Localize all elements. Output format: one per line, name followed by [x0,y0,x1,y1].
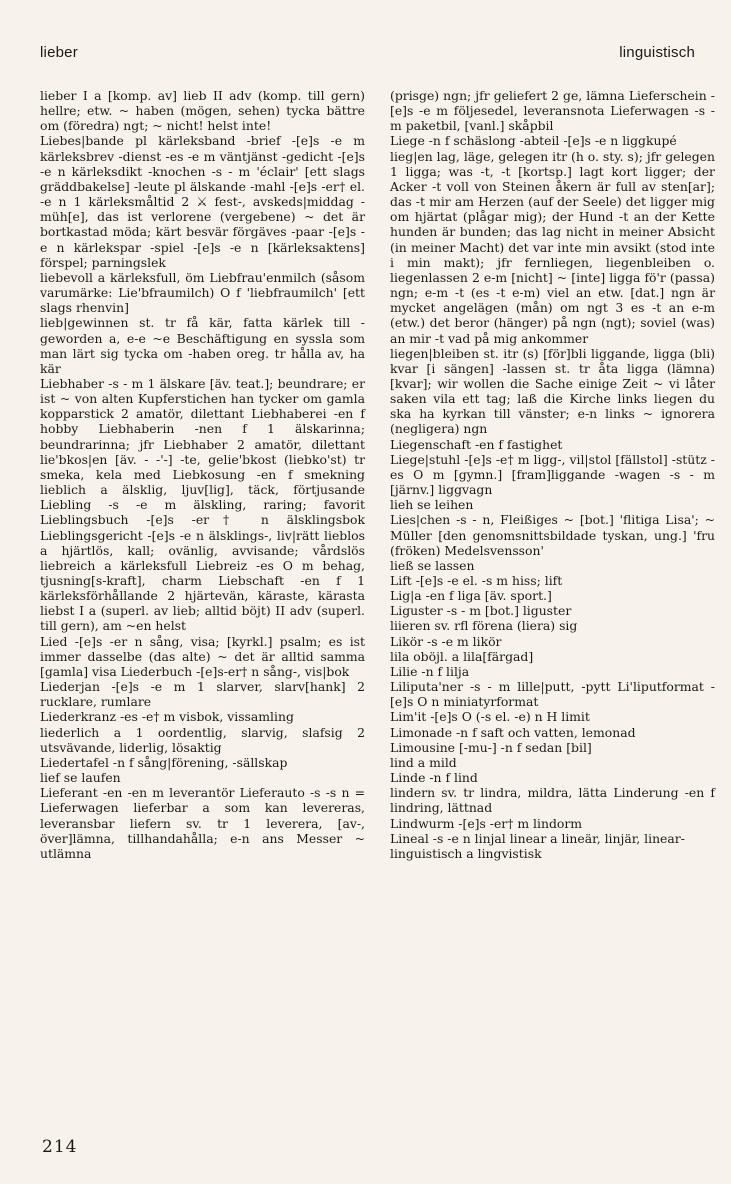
entry-lila: lila oböjl. a lila[färgad] [390,648,534,664]
running-head-left: lieber [40,44,78,61]
left-column [40,88,365,861]
entry-liederjan: Liederjan -[e]s -e m 1 slarver, slarv[hank] 2 rucklare, rumlare [40,679,365,710]
entry-liguster: Liguster -s - m [bot.] liguster [390,603,572,619]
entry-lind: lind a mild [390,754,457,770]
entry-likoer: Likör -s -e m likör [390,633,502,649]
entry-liga: Lig|a -en f liga [äv. sport.] [390,588,552,604]
entry-liege: Liege -n f schäslong -abteil -[e]s -e n liggkupé [390,133,677,149]
entry-liederlich: liederlich a 1 oordentlig, slarvig, slafsig 2 utsvävande, liderlig, lösaktig [40,724,365,755]
right-column [390,88,715,861]
entry-lief: lief se laufen [40,770,121,786]
entry-liedertafel: Liedertafel -n f sång|förening, -sällskap [40,754,288,770]
entry-lindern: lindern sv. tr lindra, mildra, lätta Linderung -en f lindring, lättnad [390,785,715,816]
entry-lift: Lift -[e]s -e el. -s m hiss; lift [390,573,563,588]
entry-lieber: lieber I a [komp. av] lieb II adv (komp. till gern) hellre; etw. ~ haben (mögen, sehen) tycka bättre om (föredra) ngt; ~ nicht! helst inte! [40,88,365,134]
entry-liegenschaft: Liegenschaft -en f fastighet [390,436,563,452]
page-number: 214 [42,1137,78,1157]
entry-liegenbleiben: liegen|bleiben st. itr (s) [för]bli liggande, ligga (bli) kvar [i sängen] -lassen st. tr åta ligga (lämna) [kvar]; wir wollen die Sache einige Zeit ~ vi låter saken vila ett tag; laß die Kirche links liegen du ska ha kyrkan till vänster; e-n links ~ ignorera (negligera) ngn [390,345,715,437]
entry-liliputaner: Liliputa'ner -s - m lille|putt, -pytt Li'liputformat -[e]s O n miniatyrformat [390,679,715,710]
entry-lindwurm: Lindwurm -[e]s -er† m lindorm [390,815,583,831]
entry-liegen: lieg|en lag, läge, gelegen itr (h o. sty. s); jfr gelegen 1 ligga; was -t, -t [kortsp.] lagt kort ligger; der Acker -t voll von Steinen åkern är full av sten[ar]; das -t mir am Herzen (auf der Seele) det ligger mig om hjärtat (plågar mig); der Hund -t an der Kette hunden är bunden; das lag nicht in meiner Absicht (in meiner Macht) det var inte min avsikt (stod inte i min makt); jfr fernliegen, liegenbleiben o. liegenlassen 2 e-m [nicht] ~ [inte] ligga fö'r (passa) ngn; e-m -t (es -t e-m) viel an etw. [dat.] ngn är mycket angelägen (mån) om ngt 3 es -t an e-m (etw.) det beror (hänger) på ngn (ngt); soviel (was) an mir -t vad på mig ankommer [390,148,715,346]
entry-liederkranz: Liederkranz -es -e† m visbok, vissamling [40,709,294,725]
entry-liess: ließ se lassen [390,557,475,573]
entry-linde: Linde -n f lind [390,770,478,786]
entry-liebevoll: liebevoll a kärleksfull, öm Liebfrau'enmilch (såsom varumärke: Lie'bfraumilch) O f 'liebfraumilch' [ett slags rhenvin] [40,269,365,316]
entry-linguistisch: linguistisch a lingvistisk [390,845,542,861]
entry-limousine: Limousine [-mu-] -n f sedan [bil] [390,739,592,755]
running-head-right: linguistisch [619,44,695,61]
entry-liebhaber: Liebhaber -s - m 1 älskare [äv. teat.]; beundrare; er ist ~ von alten Kupferstichen han tycker om gamla kopparstick 2 amatör, dilettant Liebhaberei -en f hobby Liebhaberin -nen f 1 älskarinna; beundrarinna; jfr Liebhaber 2 amatör, dilettant lie'bkos|en [äv. - -'-] -te, gelie'bkost (liebko'st) tr smeka, kela med Liebkosung -en f smekning lieblich a älsklig, ljuv[lig], täck, förtjusande Liebling -s -e m älskling, raring; favorit Lieblingsbuch -[e]s -er† n älsklingsbok Lieblingsgericht -[e]s -e n älsklings-, liv|rätt lieblos a hjärtlös, kall; ovänlig, avvisande; vårdslös liebreich a kärleksfull Liebreiz -es O m behag, tjusning[s-kraft], charm Liebschaft -en f 1 kärleksförhållande 2 hjärtevän, käraste, kärastа liebst I a (superl. av lieb; alltid böjt) II adv (superl. till gern), am ~en helst [40,375,365,634]
entry-liebesbande: Liebes|bande pl kärleksband -brief -[e]s -e m kärleksbrev -dienst -es -e m väntjänst -gedicht -[e]s -e n kärleksdikt -knochen -s - m 'éclair' [ett slags gräddbakelse] -leute pl älskande -mahl -[e]s -er† el. -e n 1 kärleksmåltid 2 ⚔ fest-, avskeds|middag -müh[e], das ist verlorene (vergebene) ~ det är bortkastad möda; kärt besvär förgäves -paar -[e]s -e n kärlekspar -spiel -[e]s -e n [kärleksaktens] förspel; parningslek [40,133,365,270]
entry-lieferant: Lieferant -en -en m leverantör Lieferauto -s -s n = Lieferwagen lieferbar a som kan levereras, leveransbar liefern sv. tr 1 leverera, [av-, över]lämna, tillhandahålla; e-n ans Messer ~ utlämna [40,785,365,861]
entry-prisge-cont: (prisge) ngn; jfr geliefert 2 ge, lämna Lieferschein -[e]s -e m följesedel, leveransnota Lieferwagen -s - m paketbil, [vanl.] skåpbil [390,88,715,134]
entry-liebgewinnen: lieb|gewinnen st. tr få kär, fatta kärlek till -geworden a, e-e ~e Beschäftigung en syssla som man lärt sig tycka om -haben oreg. tr hålla av, ha kär [40,315,365,376]
entry-liegestuhl: Liege|stuhl -[e]s -e† m ligg-, vil|stol [fällstol] -stütz -es O m [gymn.] [fram]liggande -wagen -s - m [järnv.] liggvagn [390,451,715,498]
entry-lied: Lied -[e]s -er n sång, visa; [kyrkl.] psalm; es ist immer dasselbe (das alte) ~ det är alltid samma [gamla] visa Liederbuch -[e]s-er† n sång-, vis|bok [40,633,365,679]
entry-lieh: lieh se leihen [390,497,474,513]
entry-lineal: Lineal -s -e n linjal linear a lineär, linjär, linear- [390,830,685,846]
entry-limonade: Limonade -n f saft och vatten, lemonad [390,724,636,740]
entry-limit: Lim'it -[e]s O (-s el. -e) n H limit [390,709,590,725]
entry-liieren: liieren sv. rfl förena (liera) sig [390,618,578,634]
entry-lieschen: Lies|chen -s - n, Fleißiges ~ [bot.] 'flitiga Lisa'; ~ Müller [den genomsnittsbildade tyskan, ung.] 'fru (fröken) Medelsvensson' [390,512,715,558]
entry-lilie: Lilie -n f lilja [390,663,470,679]
